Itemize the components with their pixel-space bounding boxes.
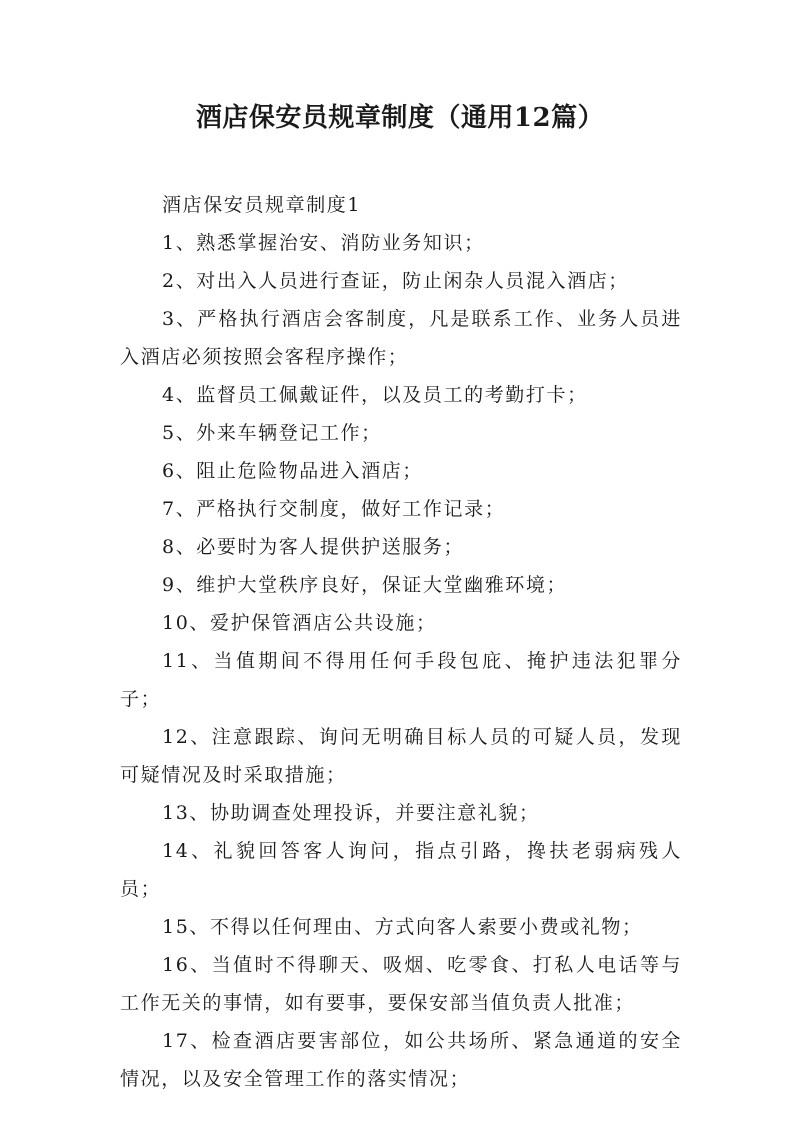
- rule-item-6: 6、阻止危险物品进入酒店；: [162, 460, 423, 482]
- section-heading: 酒店保安员规章制度1: [162, 194, 362, 216]
- rule-item-17: 17、检查酒店要害部位，如公共场所、紧急通道的安全情况，以及安全管理工作的落实情况；: [120, 1030, 682, 1090]
- rule-item-13: 13、协助调查处理投诉，并要注意礼貌；: [162, 802, 540, 824]
- rule-item-4: 4、监督员工佩戴证件，以及员工的考勤打卡；: [162, 384, 588, 406]
- rule-item-8: 8、必要时为客人提供护送服务；: [162, 536, 465, 558]
- rule-item-7: 7、严格执行交制度，做好工作记录；: [162, 498, 506, 520]
- rule-item-3: 3、严格执行酒店会客制度，凡是联系工作、业务人员进入酒店必须按照会客程序操作；: [120, 308, 682, 368]
- rule-item-2: 2、对出入人员进行查证，防止闲杂人员混入酒店；: [162, 270, 629, 292]
- rule-item-11: 11、当值期间不得用任何手段包庇、掩护违法犯罪分子；: [120, 650, 682, 710]
- document-title: 酒店保安员规章制度（通用12篇）: [195, 103, 605, 133]
- rule-item-14: 14、礼貌回答客人询问，指点引路，搀扶老弱病残人员；: [120, 840, 682, 900]
- document-body: [120, 186, 682, 1098]
- rule-item-12: 12、注意跟踪、询问无明确目标人员的可疑人员，发现可疑情况及时采取措施；: [120, 726, 682, 786]
- rule-item-5: 5、外来车辆登记工作；: [162, 422, 382, 444]
- rule-item-1: 1、熟悉掌握治安、消防业务知识；: [162, 232, 485, 254]
- rule-item-15: 15、不得以任何理由、方式向客人索要小费或礼物；: [162, 916, 643, 938]
- rule-item-16: 16、当值时不得聊天、吸烟、吃零食、打私人电话等与工作无关的事情，如有要事，要保安部当值负责人批准；: [120, 954, 682, 1014]
- rule-item-10: 10、爱护保管酒店公共设施；: [162, 612, 437, 634]
- rule-item-9: 9、维护大堂秩序良好，保证大堂幽雅环境；: [162, 574, 568, 596]
